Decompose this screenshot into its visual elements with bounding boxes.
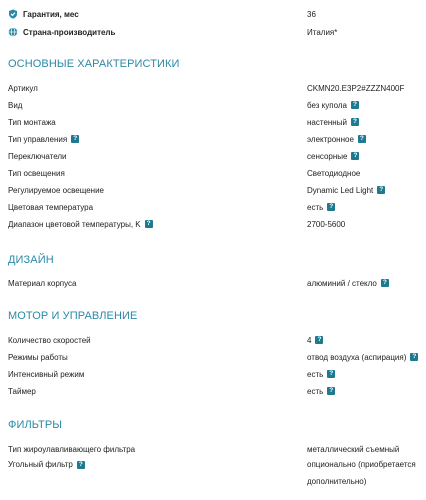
- spec-value: электронное: [307, 134, 354, 144]
- help-icon[interactable]: ?: [327, 387, 335, 395]
- globe-icon: [8, 27, 18, 37]
- help-icon[interactable]: ?: [410, 353, 418, 361]
- spec-row-type: [8, 99, 418, 111]
- spec-label-wrap: [8, 460, 85, 469]
- help-icon[interactable]: ?: [351, 152, 359, 160]
- spec-label: Диапазон цветовой температуры, K: [8, 219, 141, 229]
- spec-value: 2700-5600: [307, 219, 346, 229]
- spec-value: настенный: [307, 117, 347, 127]
- spec-label: Количество скоростей: [8, 335, 91, 345]
- section-title-filters: ФИЛЬТРЫ: [8, 419, 63, 431]
- warranty-value: 36: [307, 9, 316, 19]
- shield-check-icon: [8, 9, 18, 19]
- spec-value: CKMN20.E3P2#ZZZN400F: [307, 83, 405, 93]
- spec-label: Вид: [8, 100, 23, 110]
- spec-label: Материал корпуса: [8, 278, 77, 288]
- spec-value-wrap: [307, 370, 335, 379]
- spec-row-mounting: [8, 116, 418, 128]
- spec-row-switches: [8, 150, 418, 162]
- spec-label: Артикул: [8, 83, 38, 93]
- help-icon[interactable]: ?: [327, 203, 335, 211]
- help-icon[interactable]: ?: [327, 370, 335, 378]
- section-title-design: ДИЗАЙН: [8, 254, 54, 266]
- help-icon[interactable]: ?: [358, 135, 366, 143]
- spec-value-wrap: [307, 101, 359, 110]
- spec-value: есть: [307, 369, 324, 379]
- spec-row-timer: [8, 385, 418, 397]
- warranty-label: Гарантия, мес: [23, 9, 79, 19]
- spec-row-intensive: [8, 368, 418, 380]
- spec-label: Тип управления: [8, 134, 68, 144]
- country-row: [8, 26, 418, 38]
- spec-row-adjustable-light: [8, 184, 418, 196]
- spec-value: без купола: [307, 100, 347, 110]
- section-title-main: ОСНОВНЫЕ ХАРАКТЕРИСТИКИ: [8, 58, 180, 70]
- help-icon[interactable]: ?: [381, 279, 389, 287]
- spec-value: есть: [307, 202, 324, 212]
- country-value: Италия*: [307, 27, 338, 37]
- spec-value: сенсорные: [307, 151, 348, 161]
- warranty-label-wrap: [8, 9, 79, 19]
- spec-value: Светодиодное: [307, 168, 361, 178]
- spec-row-control: [8, 133, 418, 145]
- country-label-wrap: [8, 27, 115, 37]
- spec-row-modes: [8, 351, 418, 363]
- spec-value-wrap: [307, 279, 389, 288]
- warranty-row: [8, 8, 418, 20]
- spec-value-wrap: [307, 203, 335, 212]
- spec-row-color-temp: [8, 201, 418, 213]
- help-icon[interactable]: ?: [77, 461, 85, 469]
- spec-label-wrap: [8, 220, 153, 229]
- spec-label: Тип освещения: [8, 168, 65, 178]
- spec-label: Переключатели: [8, 151, 67, 161]
- help-icon[interactable]: ?: [145, 220, 153, 228]
- spec-row-grease-filter: [8, 443, 418, 455]
- spec-value: 4: [307, 335, 312, 345]
- spec-label: Тип жироулавливающего фильтра: [8, 444, 136, 454]
- spec-label: Интенсивный режим: [8, 369, 85, 379]
- spec-label: Регулируемое освещение: [8, 185, 104, 195]
- spec-value-wrap: [307, 336, 323, 345]
- spec-value-wrap: [307, 387, 335, 396]
- spec-value-wrap: [307, 353, 418, 362]
- spec-row-speeds: [8, 334, 418, 346]
- help-icon[interactable]: ?: [351, 118, 359, 126]
- help-icon[interactable]: ?: [377, 186, 385, 194]
- spec-label: Угольный фильтр: [8, 460, 73, 469]
- help-icon[interactable]: ?: [71, 135, 79, 143]
- country-label: Страна-производитель: [23, 27, 116, 37]
- spec-label: Цветовая температура: [8, 202, 94, 212]
- spec-value: металлический съемный: [307, 444, 400, 454]
- spec-value-wrap: [307, 152, 359, 161]
- spec-label: Таймер: [8, 386, 36, 396]
- spec-label-wrap: [8, 135, 79, 144]
- help-icon[interactable]: ?: [315, 336, 323, 344]
- spec-value-wrap: [307, 135, 366, 144]
- help-icon[interactable]: ?: [351, 101, 359, 109]
- spec-label: Тип монтажа: [8, 117, 56, 127]
- spec-row-body-material: [8, 277, 418, 289]
- spec-value: Dynamic Led Light: [307, 185, 374, 195]
- spec-value: отвод воздуха (аспирация): [307, 352, 407, 362]
- spec-row-article: [8, 82, 418, 94]
- spec-value-wrap: [307, 186, 385, 195]
- spec-value: алюминий / стекло: [307, 278, 377, 288]
- spec-value: есть: [307, 386, 324, 396]
- spec-row-carbon-filter: [8, 456, 418, 496]
- spec-value-wrap: [307, 118, 359, 127]
- section-title-motor: МОТОР И УПРАВЛЕНИЕ: [8, 310, 138, 322]
- spec-row-color-temp-range: [8, 218, 418, 230]
- spec-label: Режимы работы: [8, 352, 68, 362]
- spec-row-lighting: [8, 167, 418, 179]
- spec-value: опционально (приобретается дополнительно): [307, 460, 416, 486]
